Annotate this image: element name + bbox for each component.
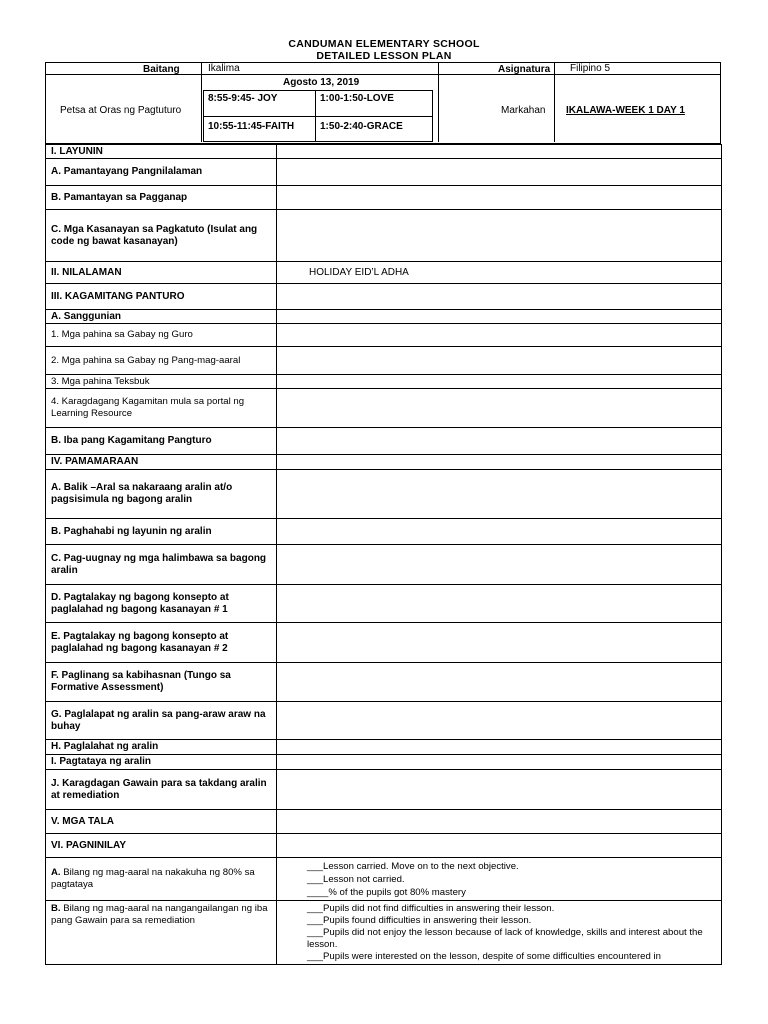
input-cell[interactable] xyxy=(277,740,722,755)
lesson-plan-table xyxy=(45,144,722,965)
nilalaman-value: HOLIDAY EID’L ADHA xyxy=(277,262,722,284)
row-teksbuk: 3. Mga pahina Teksbuk xyxy=(46,375,277,389)
row-bilang-b-text: Bilang ng mag-aaral na nangangailangan ng iba pang Gawain para sa remediation xyxy=(51,903,268,926)
row-paglalahat: H. Paglalahat ng aralin xyxy=(46,740,277,755)
option-text: ___Pupils found difficulties in answering their lesson. xyxy=(307,915,532,926)
input-cell[interactable] xyxy=(277,375,722,389)
asignatura-label: Asignatura xyxy=(498,64,551,75)
row-letter: B. xyxy=(51,903,61,914)
row-iba-pang-kagamitang: B. Iba pang Kagamitang Pangturo xyxy=(46,428,277,455)
row-letter: A. xyxy=(51,867,61,878)
row-pagtalakay-2: E. Pagtalakay ng bagong konsepto at paglalahad ng bagong kasanayan # 2 xyxy=(46,623,277,663)
document-title: DETAILED LESSON PLAN xyxy=(316,50,452,62)
input-cell[interactable] xyxy=(277,623,722,663)
input-cell[interactable] xyxy=(277,455,722,470)
row-karagdagan-gawain: J. Karagdagan Gawain para sa takdang aralin at remediation xyxy=(46,770,277,810)
schedule-box xyxy=(203,90,433,142)
time-slot: 8:55-9:45- JOY xyxy=(208,93,278,104)
time-slot: 1:50-2:40-GRACE xyxy=(320,121,403,132)
input-cell[interactable] xyxy=(277,284,722,310)
row-gabay-guro: 1. Mga pahina sa Gabay ng Guro xyxy=(46,324,277,347)
input-cell[interactable] xyxy=(277,389,722,428)
section-pamamaraan: IV. PAMAMARAAN xyxy=(46,455,277,470)
input-cell[interactable] xyxy=(277,545,722,585)
input-cell[interactable] xyxy=(277,834,722,858)
option-text: ___Pupils were interested on the lesson, despite of some difficulties encountered in xyxy=(307,951,661,962)
time-slot: 1:00-1:50-LOVE xyxy=(320,93,394,104)
input-cell[interactable] xyxy=(277,663,722,702)
input-cell[interactable] xyxy=(277,755,722,770)
row-paglalapat: G. Paglalapat ng aralin sa pang-araw araw na buhay xyxy=(46,702,277,740)
lesson-date: Agosto 13, 2019 xyxy=(283,77,360,88)
row-pag-uugnay: C. Pag-uugnay ng mga halimbawa sa bagong aralin xyxy=(46,545,277,585)
row-pamantayang-pangnilalaman: A. Pamantayang Pangnilalaman xyxy=(46,159,277,186)
row-pagtataya: I. Pagtataya ng aralin xyxy=(46,755,277,770)
petsa-label: Petsa at Oras ng Pagtuturo xyxy=(60,105,182,116)
markahan-label: Markahan xyxy=(501,105,546,116)
markahan-value: IKALAWA-WEEK 1 DAY 1 xyxy=(566,105,685,116)
input-cell[interactable] xyxy=(277,585,722,623)
option-text: ___Lesson not carried. xyxy=(307,873,405,885)
input-cell[interactable] xyxy=(277,159,722,186)
row-paghahabi: B. Paghahabi ng layunin ng aralin xyxy=(46,519,277,545)
bilang-b-options xyxy=(277,901,722,965)
row-gabay-mag-aaral: 2. Mga pahina sa Gabay ng Pang-mag-aaral xyxy=(46,347,277,375)
option-text: ____% of the pupils got 80% mastery xyxy=(307,886,466,898)
input-cell[interactable] xyxy=(277,186,722,210)
section-mga-tala: V. MGA TALA xyxy=(46,810,277,834)
input-cell[interactable] xyxy=(277,519,722,545)
section-pagninilay: VI. PAGNINILAY xyxy=(46,834,277,858)
row-paglinang: F. Paglinang sa kabihasnan (Tungo sa Formative Assessment) xyxy=(46,663,277,702)
baitang-label: Baitang xyxy=(143,64,180,75)
row-balik-aral: A. Balik –Aral sa nakaraang aralin at/o pagsisimula ng bagong aralin xyxy=(46,470,277,519)
row-pamantayan-pagganap: B. Pamantayan sa Pagganap xyxy=(46,186,277,210)
row-karagdagang-kagamitan: 4. Karagdagang Kagamitan mula sa portal ng Learning Resource xyxy=(46,389,277,428)
input-cell[interactable] xyxy=(277,347,722,375)
option-text: ___Pupils did not find difficulties in answering their lesson. xyxy=(307,903,555,914)
row-sanggunian: A. Sanggunian xyxy=(46,310,277,324)
bilang-a-options xyxy=(277,858,722,901)
input-cell[interactable] xyxy=(277,310,722,324)
row-bilang-b xyxy=(46,901,277,965)
input-cell[interactable] xyxy=(277,210,722,262)
input-cell[interactable] xyxy=(277,770,722,810)
option-text: ___Lesson carried. Move on to the next objective. xyxy=(307,860,519,872)
school-name: CANDUMAN ELEMENTARY SCHOOL xyxy=(288,38,480,50)
row-bilang-a xyxy=(46,858,277,901)
row-pagtalakay-1: D. Pagtalakay ng bagong konsepto at paglalahad ng bagong kasanayan # 1 xyxy=(46,585,277,623)
option-text: ___Pupils did not enjoy the lesson because of lack of knowledge, skills and interest about the lesson. xyxy=(307,927,703,950)
input-cell[interactable] xyxy=(277,324,722,347)
input-cell[interactable] xyxy=(277,702,722,740)
baitang-value: Ikalima xyxy=(208,63,240,74)
row-bilang-a-text: Bilang ng mag-aaral na nakakuha ng 80% sa pagtataya xyxy=(51,867,255,890)
input-cell[interactable] xyxy=(277,428,722,455)
section-layunin: I. LAYUNIN xyxy=(46,145,277,159)
section-nilalaman: II. NILALAMAN xyxy=(46,262,277,284)
input-cell[interactable] xyxy=(277,470,722,519)
asignatura-value: Filipino 5 xyxy=(570,63,611,74)
section-kagamitang: III. KAGAMITANG PANTURO xyxy=(46,284,277,310)
row-kasanayan: C. Mga Kasanayan sa Pagkatuto (Isulat ang code ng bawat kasanayan) xyxy=(46,210,277,262)
time-slot: 10:55-11:45-FAITH xyxy=(208,121,295,132)
header-table xyxy=(45,62,721,144)
input-cell[interactable] xyxy=(277,810,722,834)
